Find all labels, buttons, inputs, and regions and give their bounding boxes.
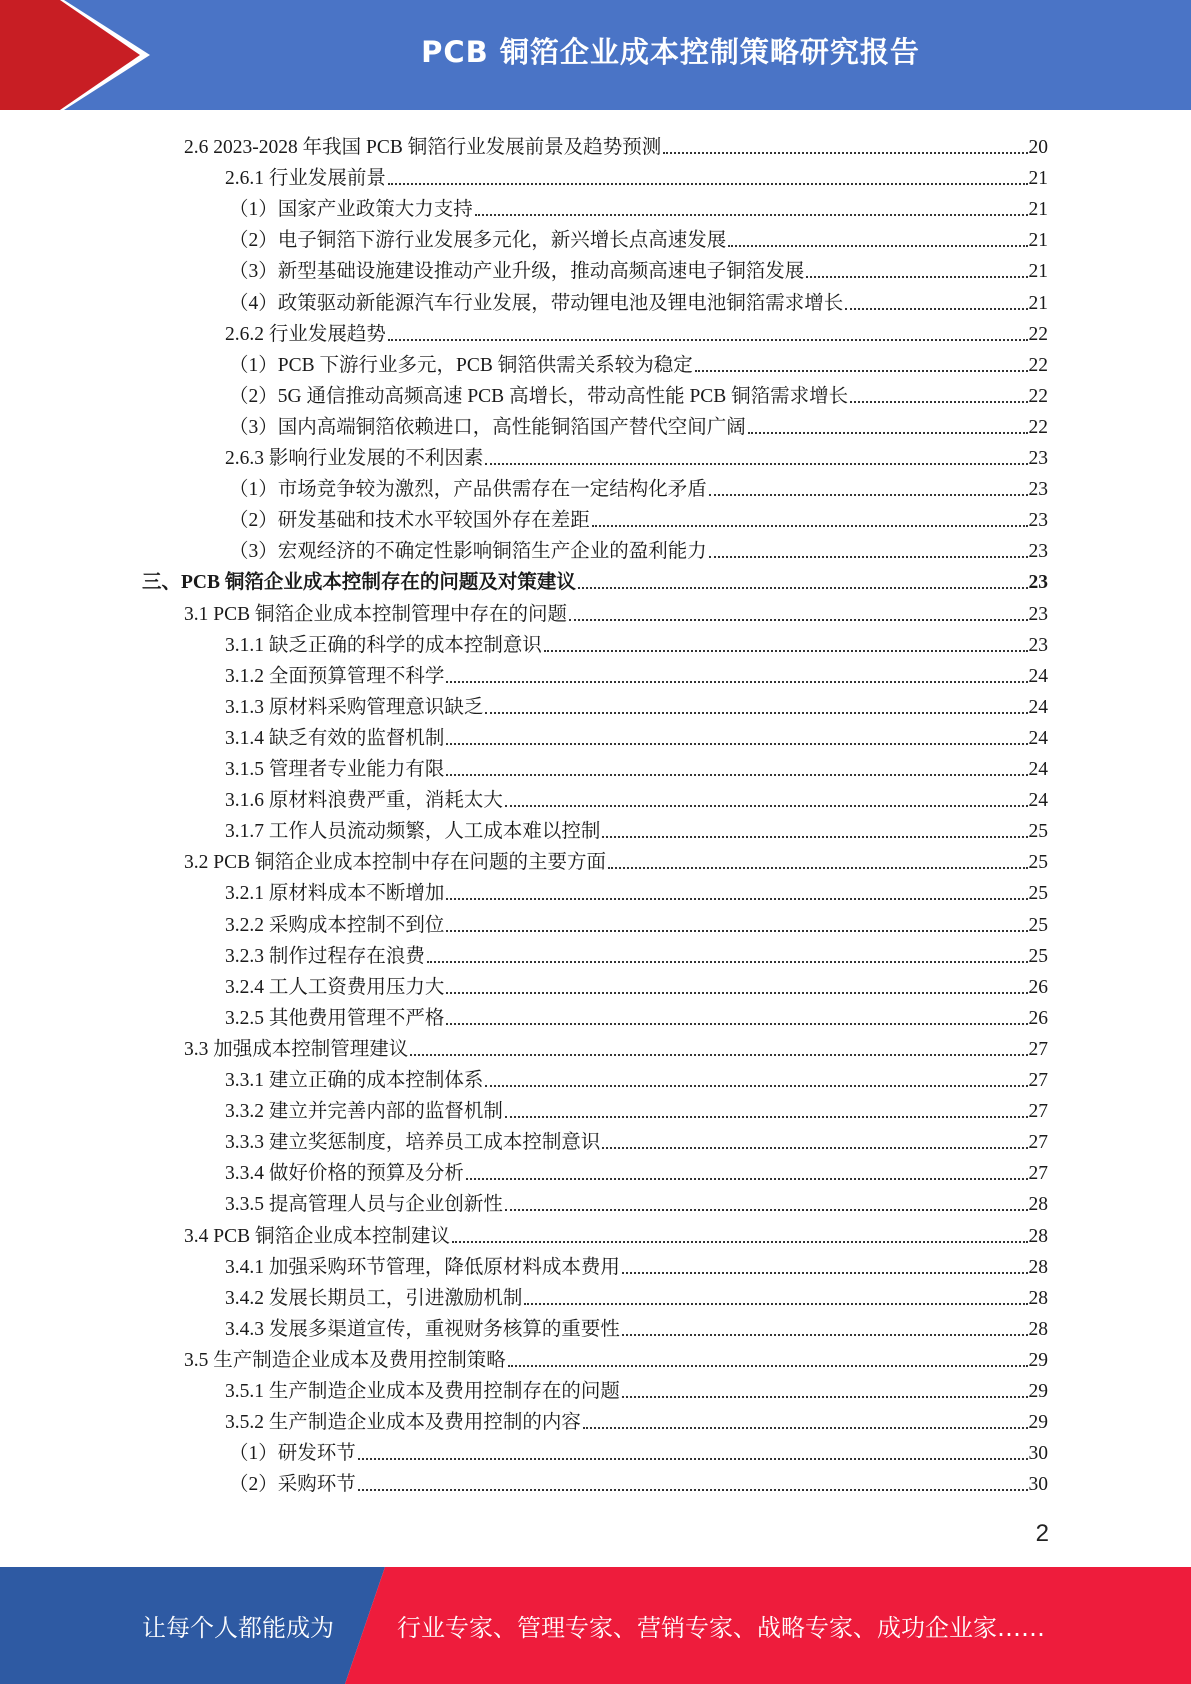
toc-dot-leader	[410, 1053, 1027, 1056]
toc-dot-leader	[485, 462, 1027, 465]
toc-entry-label: 3.4.2 发展长期员工，引进激励机制	[225, 1287, 523, 1309]
footer-slogan-right: 行业专家、管理专家、营销专家、战略专家、成功企业家……	[397, 1614, 1045, 1642]
toc-entry-label: 3.4 PCB 铜箔企业成本控制建议	[184, 1225, 450, 1247]
toc-entry[interactable]	[184, 1031, 1048, 1062]
toc-entry-label: 2.6.1 行业发展前景	[225, 168, 386, 190]
toc-entry[interactable]	[225, 1249, 1048, 1280]
toc-dot-leader	[475, 213, 1028, 216]
toc-entry[interactable]	[184, 844, 1048, 875]
toc-entry-label: 3.3.1 建立正确的成本控制体系	[225, 1070, 484, 1091]
toc-entry[interactable]	[225, 627, 1048, 658]
toc-entry-label: 3.1 PCB 铜箔企业成本控制管理中存在的问题	[184, 603, 567, 625]
toc-entry-label: 3.2.3 制作过程存在浪费	[225, 945, 425, 967]
toc-entry-page: 25	[1028, 914, 1048, 936]
toc-entry[interactable]	[225, 440, 1048, 471]
toc-entry-page: 23	[1028, 603, 1048, 625]
page-footer	[0, 1567, 1191, 1684]
toc-entry-page: 29	[1028, 1349, 1048, 1371]
toc-dot-leader	[622, 1395, 1028, 1398]
toc-entry-label: 3.1.5 管理者专业能力有限	[225, 759, 445, 780]
toc-entry-label: （1）市场竞争较为激烈，产品供需存在一定结构化矛盾	[229, 479, 707, 501]
toc-entry[interactable]	[225, 1155, 1048, 1186]
toc-entry-label: 3.5.1 生产制造企业成本及费用控制存在的问题	[225, 1381, 620, 1402]
toc-entry-page: 26	[1028, 1007, 1048, 1029]
toc-entry-label: 三、PCB 铜箔企业成本控制存在的问题及对策建议	[142, 572, 576, 594]
toc-dot-leader	[446, 773, 1027, 776]
toc-entry-label: （4）政策驱动新能源汽车行业发展，带动锂电池及锂电池铜箔需求增长	[229, 292, 844, 314]
toc-entry[interactable]	[225, 875, 1048, 906]
toc-entry[interactable]	[184, 1342, 1048, 1373]
toc-entry-page: 29	[1028, 1412, 1048, 1434]
toc-entry-page: 24	[1028, 759, 1048, 780]
toc-entry-page: 21	[1028, 168, 1048, 190]
toc-dot-leader	[446, 929, 1027, 932]
toc-entry-page: 28	[1028, 1256, 1048, 1278]
toc-entry-label: 3.1.3 原材料采购管理意识缺乏	[225, 696, 484, 718]
toc-dot-leader	[427, 960, 1028, 963]
toc-entry-page: 26	[1028, 976, 1048, 998]
toc-entry-page: 28	[1028, 1194, 1048, 1216]
toc-entry-page: 27	[1028, 1038, 1048, 1060]
toc-entry[interactable]	[225, 751, 1048, 782]
toc-dot-leader	[663, 151, 1027, 154]
toc-entry-label: 3.4.3 发展多渠道宣传，重视财务核算的重要性	[225, 1318, 620, 1340]
toc-dot-leader	[748, 431, 1028, 434]
toc-entry[interactable]	[229, 253, 1048, 284]
toc-entry-page: 27	[1028, 1163, 1048, 1185]
toc-dot-leader	[446, 1022, 1027, 1025]
toc-entry-page: 27	[1028, 1101, 1048, 1123]
toc-entry-label: （2）5G 通信推动高频高速 PCB 高增长，带动高性能 PCB 铜箔需求增长	[229, 385, 849, 407]
toc-entry-label: 3.1.1 缺乏正确的科学的成本控制意识	[225, 634, 542, 656]
toc-entry-label: （1）国家产业政策大力支持	[229, 199, 473, 221]
toc-entry-label: 2.6.3 影响行业发展的不利因素	[225, 448, 484, 469]
toc-dot-leader	[602, 835, 1027, 838]
toc-entry-label: 2.6 2023-2028 年我国 PCB 铜箔行业发展前景及趋势预测	[184, 137, 662, 158]
toc-entry-page: 28	[1028, 1287, 1048, 1309]
toc-entry[interactable]	[225, 1373, 1048, 1404]
toc-entry-page: 22	[1028, 416, 1048, 438]
toc-entry-label: （1）PCB 下游行业多元，PCB 铜箔供需关系较为稳定	[229, 354, 693, 376]
toc-entry-label: 3.3.3 建立奖惩制度，培养员工成本控制意识	[225, 1132, 601, 1154]
toc-entry-page: 24	[1028, 696, 1048, 718]
toc-entry-page: 23	[1028, 541, 1048, 563]
page-number: 2	[1035, 1520, 1049, 1547]
toc-entry-page: 21	[1028, 292, 1048, 314]
toc-entry-label: 3.2.4 工人工资费用压力大	[225, 976, 445, 998]
toc-dot-leader	[446, 897, 1027, 900]
page-header	[0, 0, 1191, 110]
toc-dot-leader	[505, 804, 1028, 807]
toc-entry-label: （2）研发基础和技术水平较国外存在差距	[229, 510, 590, 532]
toc-entry-label: 3.2.1 原材料成本不断增加	[225, 883, 445, 905]
toc-entry[interactable]	[225, 1311, 1048, 1342]
toc-entry[interactable]	[225, 1093, 1048, 1124]
toc-dot-leader	[592, 524, 1028, 527]
toc-entry-label: 3.1.4 缺乏有效的监督机制	[225, 727, 445, 749]
toc-entry[interactable]	[229, 222, 1048, 253]
toc-entry[interactable]	[229, 378, 1048, 409]
toc-dot-leader	[608, 866, 1028, 869]
toc-entry-page: 25	[1028, 883, 1048, 905]
toc-entry-label: 2.6.2 行业发展趋势	[225, 323, 386, 345]
toc-entry-page: 22	[1028, 354, 1048, 376]
toc-entry-page: 25	[1028, 945, 1048, 967]
toc-entry-page: 27	[1028, 1132, 1048, 1154]
toc-entry[interactable]	[229, 347, 1048, 378]
toc-entry[interactable]	[225, 658, 1048, 689]
toc-entry-label: （3）宏观经济的不确定性影响铜箔生产企业的盈利能力	[229, 541, 707, 563]
toc-entry-label: 3.2 PCB 铜箔企业成本控制中存在问题的主要方面	[184, 852, 606, 874]
toc-entry[interactable]	[184, 596, 1048, 627]
toc-dot-leader	[622, 1271, 1028, 1274]
toc-entry[interactable]	[142, 564, 1048, 595]
toc-entry[interactable]	[229, 191, 1048, 222]
toc-dot-leader	[446, 742, 1027, 745]
toc-entry-page: 30	[1028, 1443, 1048, 1465]
toc-dot-leader	[358, 1457, 1028, 1460]
toc-dot-leader	[622, 1333, 1028, 1336]
toc-dot-leader	[583, 1426, 1028, 1429]
toc-dot-leader	[446, 991, 1027, 994]
toc-entry[interactable]	[225, 1186, 1048, 1217]
toc-dot-leader	[850, 400, 1027, 403]
toc-entry[interactable]	[225, 1124, 1048, 1155]
toc-entry[interactable]	[225, 316, 1048, 347]
toc-dot-leader	[485, 711, 1027, 714]
toc-entry[interactable]	[184, 1218, 1048, 1249]
footer-slogan-left: 让每个人都能成为	[142, 1614, 334, 1642]
toc-entry-page: 21	[1028, 199, 1048, 221]
toc-entry-page: 28	[1028, 1318, 1048, 1340]
toc-dot-leader	[709, 493, 1028, 496]
toc-dot-leader	[728, 244, 1027, 247]
toc-dot-leader	[485, 1084, 1027, 1087]
toc-entry[interactable]	[229, 285, 1048, 316]
toc-entry[interactable]	[225, 1280, 1048, 1311]
toc-entry[interactable]	[229, 502, 1048, 533]
toc-entry-page: 23	[1028, 634, 1048, 656]
toc-entry-page: 22	[1028, 323, 1048, 345]
toc-entry-page: 21	[1028, 230, 1048, 252]
toc-entry[interactable]	[225, 938, 1048, 969]
toc-entry[interactable]	[225, 813, 1048, 844]
toc-entry[interactable]	[229, 1466, 1048, 1497]
toc-dot-leader	[544, 649, 1028, 652]
toc-entry-page: 25	[1028, 821, 1048, 843]
toc-entry-page: 21	[1028, 261, 1048, 283]
toc-entry-label: 3.1.7 工作人员流动频繁，人工成本难以控制	[225, 821, 601, 843]
toc-entry-page: 24	[1028, 665, 1048, 687]
toc-dot-leader	[505, 1208, 1028, 1211]
toc-entry[interactable]	[225, 907, 1048, 938]
toc-entry[interactable]	[229, 471, 1048, 502]
toc-entry-page: 22	[1028, 385, 1048, 407]
toc-entry-page: 24	[1028, 790, 1048, 812]
toc-entry-label: （2）采购环节	[229, 1474, 356, 1496]
toc-dot-leader	[709, 555, 1028, 558]
toc-entry-label: 3.5.2 生产制造企业成本及费用控制的内容	[225, 1412, 581, 1434]
toc-dot-leader	[508, 1364, 1028, 1367]
toc-entry-page: 29	[1028, 1381, 1048, 1402]
toc-dot-leader	[388, 338, 1028, 341]
toc-entry[interactable]	[225, 689, 1048, 720]
toc-entry-label: （3）国内高端铜箔依赖进口，高性能铜箔国产替代空间广阔	[229, 416, 746, 438]
toc-entry-label: 3.5 生产制造企业成本及费用控制策略	[184, 1349, 506, 1371]
toc-entry[interactable]	[225, 720, 1048, 751]
toc-dot-leader	[569, 618, 1028, 621]
toc-entry[interactable]	[225, 160, 1048, 191]
toc-dot-leader	[695, 369, 1028, 372]
toc-entry-label: （3）新型基础设施建设推动产业升级，推动高频高速电子铜箔发展	[229, 261, 805, 283]
toc-entry[interactable]	[184, 129, 1048, 160]
toc-entry-page: 24	[1028, 727, 1048, 749]
toc-dot-leader	[358, 1488, 1028, 1491]
toc-entry-page: 23	[1028, 448, 1048, 469]
toc-entry-label: 3.2.5 其他费用管理不严格	[225, 1007, 445, 1029]
toc-dot-leader	[806, 275, 1027, 278]
toc-dot-leader	[524, 1302, 1027, 1305]
toc-dot-leader	[446, 680, 1027, 683]
header-arrow-decoration	[0, 0, 160, 110]
toc-entry[interactable]	[225, 782, 1048, 813]
toc-entry-page: 25	[1028, 852, 1048, 874]
toc-entry[interactable]	[229, 533, 1048, 564]
toc-entry-label: 3.3.5 提高管理人员与企业创新性	[225, 1194, 503, 1216]
toc-entry[interactable]	[225, 1000, 1048, 1031]
toc-dot-leader	[466, 1177, 1028, 1180]
toc-entry-label: （1）研发环节	[229, 1443, 356, 1465]
toc-entry-page: 30	[1028, 1474, 1048, 1496]
toc-entry[interactable]	[225, 1404, 1048, 1435]
toc-entry-page: 23	[1028, 479, 1048, 501]
toc-entry-label: （2）电子铜箔下游行业发展多元化，新兴增长点高速发展	[229, 230, 727, 252]
toc-entry-label: 3.4.1 加强采购环节管理，降低原材料成本费用	[225, 1256, 620, 1278]
toc-entry[interactable]	[229, 1435, 1048, 1466]
toc-entry-label: 3.3.2 建立并完善内部的监督机制	[225, 1101, 503, 1123]
toc-dot-leader	[452, 1240, 1028, 1243]
toc-dot-leader	[505, 1115, 1028, 1118]
toc-entry-label: 3.1.6 原材料浪费严重，消耗太大	[225, 790, 503, 812]
toc-entry-page: 27	[1028, 1070, 1048, 1091]
toc-entry-page: 28	[1028, 1225, 1048, 1247]
toc-dot-leader	[388, 182, 1028, 185]
toc-entry-label: 3.3.4 做好价格的预算及分析	[225, 1163, 464, 1185]
toc-entry[interactable]	[225, 1062, 1048, 1093]
toc-dot-leader	[602, 1146, 1027, 1149]
toc-entry-label: 3.3 加强成本控制管理建议	[184, 1038, 409, 1060]
toc-dot-leader	[845, 307, 1027, 310]
toc-entry-label: 3.1.2 全面预算管理不科学	[225, 665, 445, 687]
toc-entry-label: 3.2.2 采购成本控制不到位	[225, 914, 445, 936]
toc-entry[interactable]	[229, 409, 1048, 440]
document-title: PCB 铜箔企业成本控制策略研究报告	[421, 34, 920, 69]
toc-entry[interactable]	[225, 969, 1048, 1000]
toc-entry-page: 20	[1028, 137, 1048, 158]
toc-entry-page: 23	[1028, 572, 1048, 594]
toc-entry-page: 23	[1028, 510, 1048, 532]
toc-dot-leader	[578, 586, 1028, 589]
